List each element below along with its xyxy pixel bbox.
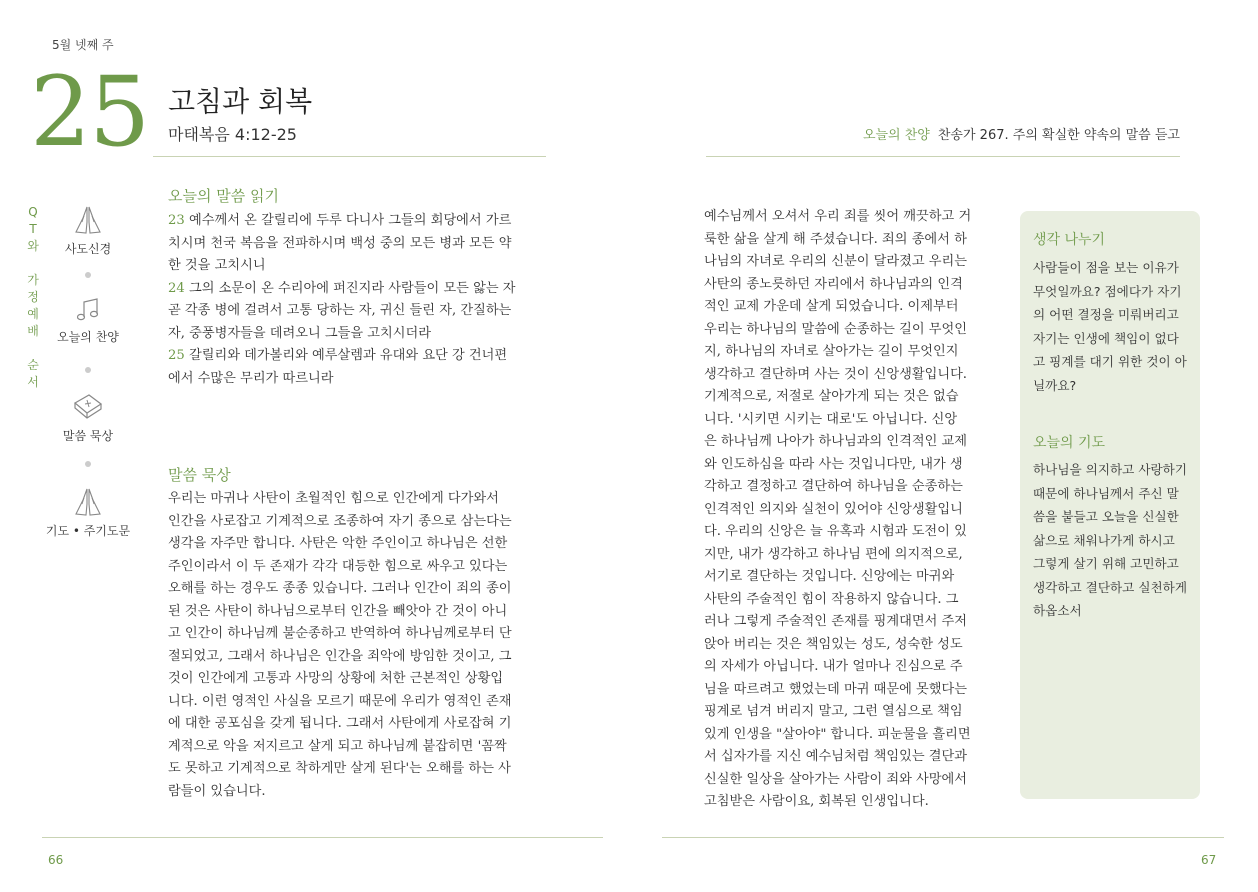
- verse-line: 25 갈릴리와 데가볼리와 예루살렘과 유대와 요단 강 건너편: [168, 348, 508, 363]
- text-line: 에 대한 공포심을 갖게 됩니다. 그래서 사탄에게 사로잡혀 기: [168, 716, 512, 731]
- page-title: 고침과 회복: [168, 85, 313, 118]
- scripture-passage: [168, 210, 548, 390]
- text-line: 룩한 삶을 살게 해 주셨습니다. 죄의 종에서 하: [704, 231, 967, 247]
- step-apostles-creed: [43, 204, 133, 257]
- footer-rule-left: [42, 837, 603, 838]
- text-line: 것이 인간에게 고통과 사망의 상황에 처한 근본적인 상황입: [168, 671, 504, 686]
- verse-line: 24 그의 소문이 온 수리아에 퍼진지라 사람들이 모든 앓는 자: [168, 280, 516, 296]
- text-line: 서기로 결단하는 것입니다. 신앙에는 마귀와: [704, 569, 955, 584]
- step-prayer: [43, 486, 133, 539]
- text-line: 도 못하고 기계적으로 착하게만 살게 된다'는 오해를 하는 사: [168, 761, 511, 776]
- text-line: 은 하나님께 나아가 하나님과의 인격적인 교제: [704, 434, 968, 449]
- text-line: 의 자세가 아닙니다. 내가 얼마나 진심으로 주: [704, 659, 963, 674]
- text-line: 나님의 자녀로 우리의 신분이 달라졌고 우리는: [704, 254, 968, 269]
- text-line: 람들이 있습니다.: [168, 783, 266, 799]
- verse-number: 23: [168, 213, 185, 228]
- hymn-text: 찬송가 267. 주의 확실한 약속의 말씀 듣고: [937, 128, 1180, 143]
- text-line: 사탄의 주술적인 힘이 작용하지 않습니다. 그: [704, 591, 959, 607]
- verse-number: 25: [168, 348, 185, 363]
- text-line: 우리는 하나님의 말씀에 순종하는 길이 무엇인: [704, 321, 968, 337]
- step-label: 기도 • 주기도문: [45, 524, 131, 538]
- step-divider-dot: [85, 272, 91, 278]
- step-meditation: [43, 391, 133, 444]
- text-line: 있게 인생을 "살아야" 합니다. 피눈물을 흘리면: [704, 726, 971, 742]
- scripture-reference: 마태복음 4:12-25: [168, 125, 297, 144]
- verse-line: 한 것을 고치시니: [168, 258, 266, 273]
- header-rule-right: [706, 156, 1180, 157]
- text-line: 다. 우리의 신앙은 늘 유혹과 시험과 도전이 있: [704, 524, 967, 539]
- verse-line: 치시며 천국 복음을 전파하시며 백성 중의 모든 병과 모든 약: [168, 235, 512, 251]
- prayer-text: 하나님을 의지하고 사랑하기 때문에 하나님께서 주신 말 씀을 붙들고 오늘을 신실한 삶으로 채워나가게 하시고 그렇게 살기 위해 고민하고 생각하고 결단하고 실천하게 하옵소서: [1033, 462, 1187, 618]
- week-label: 5월 넷째 주: [52, 38, 114, 52]
- step-divider-dot: [85, 367, 91, 373]
- verse-line: 에서 수많은 무리가 따르니라: [168, 370, 334, 386]
- header-rule-left: [153, 156, 546, 157]
- verse-line: 곧 각종 병에 걸려서 고통 당하는 자, 귀신 들린 자, 간질하는: [168, 303, 512, 318]
- reading-heading: 오늘의 말씀 읽기: [168, 187, 279, 205]
- text-line: 생각하고 결단하며 사는 것이 신앙생활입니다.: [704, 366, 968, 382]
- step-label: 사도신경: [64, 242, 112, 256]
- text-line: 계적으로 악을 저지르고 살게 되고 하나님께 붙잡히면 '꼼짝: [168, 738, 507, 754]
- text-line: 지, 하나님의 자녀로 살아가는 길이 무엇인지: [704, 344, 959, 359]
- share-heading: 생각 나누기: [1033, 232, 1106, 248]
- text-line: 오해를 하는 경우도 종종 있습니다. 그러나 인간이 죄의 종이: [168, 581, 512, 596]
- bible-icon: [71, 391, 105, 423]
- text-line: 신실한 일상을 살아가는 사람이 죄와 사망에서: [704, 771, 968, 787]
- text-line: 고침받은 사람이요, 회복된 인생입니다.: [704, 794, 929, 809]
- text-line: 인간을 사로잡고 기계적으로 조종하여 자기 종으로 삼는다는: [168, 513, 512, 529]
- step-divider-dot: [85, 461, 91, 467]
- meditation-heading: 말씀 묵상: [168, 466, 231, 484]
- text-line: 적인 교제 가운데 살게 되었습니다. 이제부터: [704, 299, 959, 314]
- text-line: 인격적인 의지와 실천이 있어야 신앙생활입니: [704, 501, 963, 517]
- text-line: 와 인도하심을 따라 사는 것입니다만, 내가 생: [704, 456, 963, 472]
- text-line: 핑계로 넘겨 버리지 말고, 그런 열심으로 책임: [704, 704, 963, 719]
- praying-hands-icon: [71, 486, 105, 518]
- verse-number: 24: [168, 280, 185, 296]
- text-line: 된 것은 사탄이 하나님으로부터 인간을 빼앗아 간 것이 아니: [168, 603, 508, 619]
- text-line: 절되었고, 그래서 하나님은 인간을 죄악에 방임한 것이고, 그: [168, 648, 512, 664]
- hymn-line: [863, 124, 1180, 143]
- text-line: 님을 따르려고 했었는데 마귀 때문에 못했다는: [704, 681, 968, 697]
- prayer-heading: 오늘의 기도: [1033, 435, 1106, 451]
- reflection-sidebar: [1020, 211, 1200, 799]
- text-line: 사탄의 종노릇하던 자리에서 하나님과의 인격: [704, 276, 963, 292]
- text-line: 러나 그렇게 주술적인 존재를 핑계대면서 주저: [704, 614, 968, 629]
- meditation-continuation: [704, 206, 999, 814]
- text-line: 서 십자가를 지신 예수님처럼 책임있는 결단과: [704, 749, 968, 764]
- side-label-vertical: Q T 와 가 정 예 배 순 서: [27, 205, 39, 389]
- verse-line: 자, 중풍병자들을 데려오니 그들을 고치시더라: [168, 325, 432, 341]
- text-line: 니다. 이런 영적인 사실을 모르기 때문에 우리가 영적인 존재: [168, 693, 512, 709]
- day-number: 25: [30, 56, 149, 168]
- text-line: 고 인간이 하나님께 불순종하고 반역하여 하나님께로부터 단: [168, 626, 512, 641]
- share-text: 사람들이 점을 보는 이유가 무엇일까요? 점에다가 자기 의 어떤 결정을 미뤄버리고 자기는 인생에 책임이 없다 고 핑계를 대기 위한 것이 아 닐까요?: [1033, 260, 1187, 393]
- meditation-text: [168, 488, 548, 803]
- text-line: 우리는 마귀나 사탄이 초월적인 힘으로 인간에게 다가와서: [168, 491, 499, 506]
- hymn-label: 오늘의 찬양: [862, 128, 930, 143]
- text-line: 생각을 자주만 합니다. 사탄은 악한 주인이고 하나님은 선한: [168, 536, 508, 551]
- text-line: 니다. '시키면 시키는 대로'도 아닙니다. 신앙: [704, 411, 958, 427]
- text-line: 주인이라서 이 두 존재가 각각 대등한 힘으로 싸우고 있다는: [168, 558, 508, 574]
- step-hymn: [43, 296, 133, 345]
- praying-hands-icon: [71, 204, 105, 236]
- text-line: 기계적으로, 저절로 살아가게 되는 것은 없습: [704, 389, 959, 404]
- step-label: 오늘의 찬양: [57, 330, 119, 344]
- text-line: 지만, 내가 생각하고 하나님 편에 의지적으로,: [704, 546, 963, 562]
- verse-line: 23 예수께서 온 갈릴리에 두루 다니사 그들의 회당에서 가르: [168, 213, 512, 228]
- page-number-left: 66: [48, 853, 64, 867]
- text-line: 앉아 버리는 것은 책임있는 성도, 성숙한 성도: [704, 636, 963, 652]
- page-number-right: 67: [1201, 853, 1217, 867]
- footer-rule-right: [662, 837, 1224, 838]
- step-label: 말씀 묵상: [62, 429, 114, 443]
- music-note-icon: [73, 296, 103, 324]
- text-line: 각하고 결정하고 결단하여 하나님을 순종하는: [704, 479, 963, 494]
- text-line: 예수님께서 오셔서 우리 죄를 씻어 깨끗하고 거: [704, 209, 972, 224]
